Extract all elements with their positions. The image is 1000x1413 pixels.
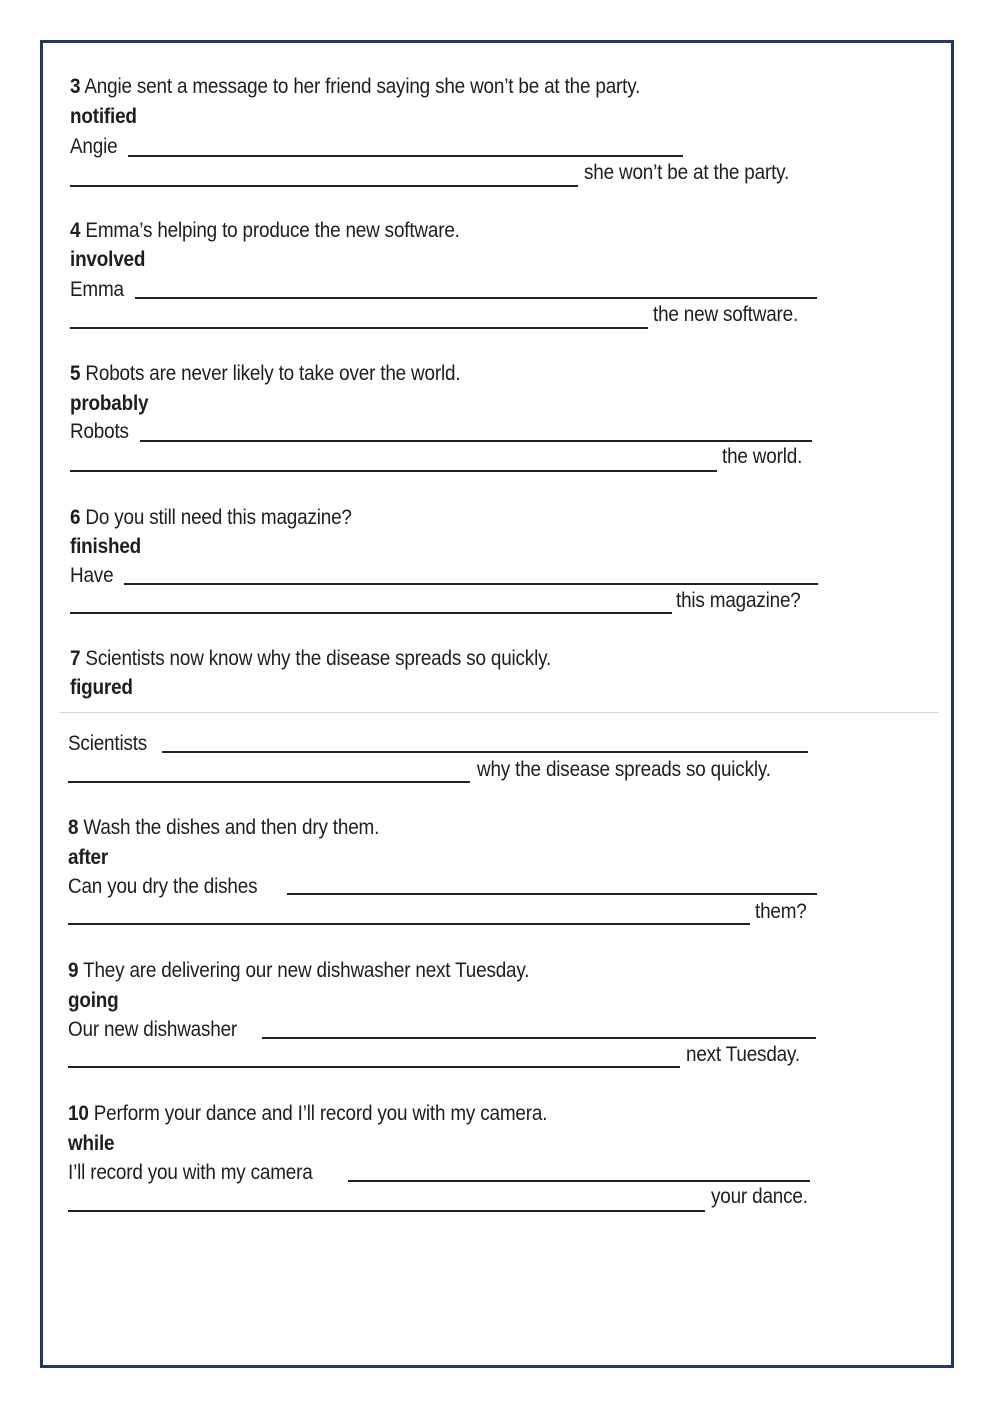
question-4-end: the new software. bbox=[653, 303, 799, 326]
question-3-blank-1[interactable] bbox=[128, 155, 683, 157]
question-4-blank-1[interactable] bbox=[135, 297, 817, 299]
question-6-keyword: finished bbox=[70, 535, 142, 558]
question-8-blank-2[interactable] bbox=[68, 923, 750, 925]
question-6-blank-2[interactable] bbox=[70, 612, 672, 614]
question-5-blank-2[interactable] bbox=[70, 470, 717, 472]
question-3-prompt: 3 Angie sent a message to her friend saying she won’t be at the party. bbox=[70, 75, 641, 98]
question-9-keyword: going bbox=[68, 989, 119, 1012]
question-3-blank-2[interactable] bbox=[70, 185, 578, 187]
question-5-blank-1[interactable] bbox=[140, 440, 812, 442]
question-9-blank-1[interactable] bbox=[262, 1037, 816, 1039]
question-9-blank-2[interactable] bbox=[68, 1066, 680, 1068]
question-8-start: Can you dry the dishes bbox=[68, 875, 258, 898]
question-3-end: she won’t be at the party. bbox=[584, 161, 790, 184]
question-6-prompt: 6 Do you still need this magazine? bbox=[70, 506, 352, 529]
question-10-keyword: while bbox=[68, 1132, 115, 1155]
question-9-start: Our new dishwasher bbox=[68, 1018, 238, 1041]
question-3-start: Angie bbox=[70, 135, 118, 158]
question-4-keyword: involved bbox=[70, 248, 146, 271]
question-10-blank-2[interactable] bbox=[68, 1210, 705, 1212]
question-5-start: Robots bbox=[70, 420, 129, 443]
question-5-prompt: 5 Robots are never likely to take over the world. bbox=[70, 362, 461, 385]
question-8-prompt: 8 Wash the dishes and then dry them. bbox=[68, 816, 380, 839]
question-8-blank-1[interactable] bbox=[287, 893, 817, 895]
question-7-end: why the disease spreads so quickly. bbox=[477, 758, 771, 781]
question-6-blank-1[interactable] bbox=[124, 583, 818, 585]
question-7-blank-2[interactable] bbox=[68, 781, 470, 783]
question-8-keyword: after bbox=[68, 846, 109, 869]
question-10-end: your dance. bbox=[711, 1185, 808, 1208]
question-4-prompt: 4 Emma’s helping to produce the new software. bbox=[70, 219, 460, 242]
question-10-prompt: 10 Perform your dance and I’ll record you with my camera. bbox=[68, 1102, 548, 1125]
question-7-prompt: 7 Scientists now know why the disease spreads so quickly. bbox=[70, 647, 552, 670]
question-5-keyword: probably bbox=[70, 392, 149, 415]
scan-artifact-line bbox=[60, 712, 938, 713]
question-10-start: I’ll record you with my camera bbox=[68, 1161, 313, 1184]
question-7-start: Scientists bbox=[68, 732, 148, 755]
question-6-end: this magazine? bbox=[676, 589, 801, 612]
question-9-end: next Tuesday. bbox=[686, 1043, 800, 1066]
question-7-blank-1[interactable] bbox=[162, 751, 808, 753]
question-9-prompt: 9 They are delivering our new dishwasher next Tuesday. bbox=[68, 959, 530, 982]
question-4-start: Emma bbox=[70, 278, 124, 301]
question-5-end: the world. bbox=[722, 445, 803, 468]
question-4-blank-2[interactable] bbox=[70, 327, 648, 329]
question-6-start: Have bbox=[70, 564, 114, 587]
question-7-keyword: figured bbox=[70, 676, 133, 699]
question-3-keyword: notified bbox=[70, 105, 137, 128]
question-10-blank-1[interactable] bbox=[348, 1180, 810, 1182]
question-8-end: them? bbox=[755, 900, 807, 923]
